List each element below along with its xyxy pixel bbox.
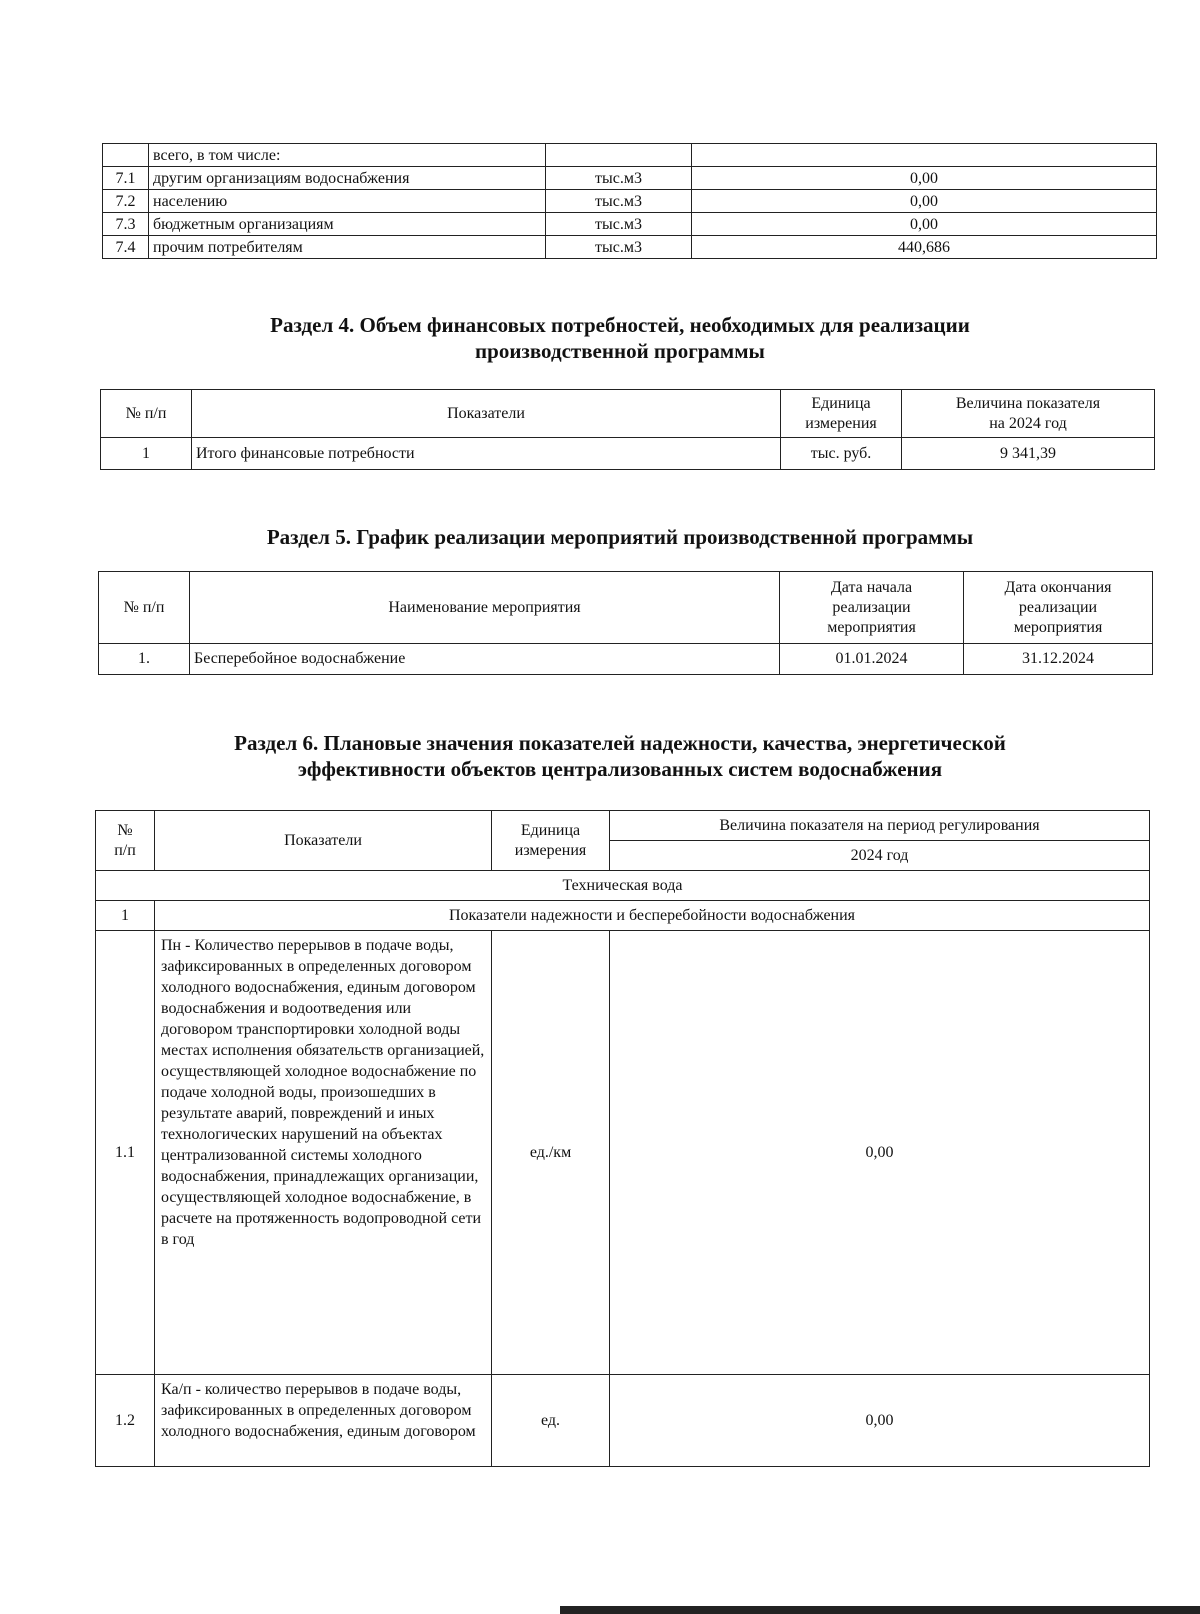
- section6-title-line1: Раздел 6. Плановые значения показателей надежности, качества, энергетической: [234, 731, 1006, 755]
- table-header-row: [96, 811, 1150, 841]
- header-num: № п/п: [99, 572, 190, 644]
- header-num: № п/п: [101, 390, 192, 438]
- row-unit: [546, 144, 692, 167]
- table-row: [103, 190, 1157, 213]
- row-value: 0,00: [692, 190, 1157, 213]
- section4-title: [0, 312, 1200, 364]
- header-unit-line1: Единица: [520, 821, 581, 839]
- header-num-line2: п/п: [114, 841, 136, 859]
- row-value: 0,00: [692, 167, 1157, 190]
- row-name: Итого финансовые потребности: [192, 438, 781, 470]
- section4-title-line2: производственной программы: [475, 339, 765, 363]
- row-number: [103, 144, 149, 167]
- header-indicator: Показатели: [192, 390, 781, 438]
- header-period: Величина показателя на период регулирования: [610, 811, 1150, 841]
- row-unit: тыс. руб.: [781, 438, 902, 470]
- row-number: 7.2: [103, 190, 149, 213]
- section4-title-line1: Раздел 4. Объем финансовых потребностей, необходимых для реализации: [270, 313, 970, 337]
- table-row: [96, 1375, 1150, 1467]
- header-indicator: Показатели: [155, 811, 492, 871]
- header-start-line2: реализации: [832, 598, 911, 616]
- header-year: 2024 год: [610, 841, 1150, 871]
- header-start-line1: Дата начала: [830, 578, 913, 596]
- scan-bottom-edge: [560, 1606, 1200, 1614]
- row-value: 9 341,39: [902, 438, 1155, 470]
- row-name: бюджетным организациям: [149, 213, 546, 236]
- row-number: 1.1: [96, 931, 155, 1375]
- section6-table: [95, 810, 1150, 1467]
- header-num-line1: №: [117, 821, 133, 839]
- subgroup-label: Показатели надежности и бесперебойности водоснабжения: [155, 901, 1150, 931]
- subgroup-row: [96, 901, 1150, 931]
- row-value: 0,00: [610, 931, 1150, 1375]
- row-name: всего, в том числе:: [149, 144, 546, 167]
- table-row: [103, 213, 1157, 236]
- row-description: Пн - Количество перерывов в подаче воды, зафиксированных в определенных договором холодного водоснабжения, единым договором водоснабжения и водоотведения или договором транспортировки холодной воды местах исполнения обязательств организацией, осуществляющей холодное водоснабжение по подаче холодной воды, произошедших в результате аварий, повреждений и иных технологических нарушений на объектах централизованной системы холодного водоснабжения, принадлежащих организации, осуществляющей холодное водоснабжение, в расчете на протяженность водопроводной сети в год: [155, 931, 492, 1375]
- header-value-line2: на 2024 год: [989, 414, 1067, 432]
- section4-table: [100, 389, 1155, 470]
- section6-title-line2: эффективности объектов централизованных систем водоснабжения: [297, 757, 943, 781]
- row-end-date: 31.12.2024: [964, 644, 1153, 675]
- row-unit: ед./км: [492, 931, 610, 1375]
- row-unit: тыс.м3: [546, 236, 692, 259]
- row-description: Ка/п - количество перерывов в подаче воды, зафиксированных в определенных договором холодного водоснабжения, единым договором: [155, 1375, 492, 1467]
- header-unit-line1: Единица: [811, 394, 871, 412]
- row-name: населению: [149, 190, 546, 213]
- row-name: другим организациям водоснабжения: [149, 167, 546, 190]
- header-start-line3: мероприятия: [827, 618, 916, 636]
- table-row: [103, 144, 1157, 167]
- header-unit-line2: измерения: [805, 414, 877, 432]
- row-value: 440,686: [692, 236, 1157, 259]
- row-value: [692, 144, 1157, 167]
- header-end-date: [964, 572, 1153, 644]
- table-row: [101, 438, 1155, 470]
- header-value: [902, 390, 1155, 438]
- row-number: 1: [101, 438, 192, 470]
- table-header-row: [101, 390, 1155, 438]
- header-value-line1: Величина показателя: [955, 394, 1101, 412]
- table-row: [96, 931, 1150, 1375]
- header-end-line2: реализации: [1018, 598, 1098, 616]
- group-row: [96, 871, 1150, 901]
- section6-title: [0, 730, 1200, 782]
- row-name: Бесперебойное водоснабжение: [190, 644, 780, 675]
- row-name: прочим потребителям: [149, 236, 546, 259]
- row-number: 1.2: [96, 1375, 155, 1467]
- row-unit: тыс.м3: [546, 213, 692, 236]
- header-name: Наименование мероприятия: [190, 572, 780, 644]
- group-label: Техническая вода: [96, 871, 1150, 901]
- section3-tail-table: [102, 143, 1157, 259]
- row-value: 0,00: [610, 1375, 1150, 1467]
- table-row: [103, 167, 1157, 190]
- header-unit-line2: измерения: [514, 841, 587, 859]
- header-unit: [781, 390, 902, 438]
- section5-title: Раздел 5. График реализации мероприятий производственной программы: [266, 525, 974, 549]
- row-number: 7.1: [103, 167, 149, 190]
- row-unit: тыс.м3: [546, 190, 692, 213]
- subgroup-number: 1: [96, 901, 155, 931]
- header-end-line3: мероприятия: [1013, 618, 1103, 636]
- row-unit: тыс.м3: [546, 167, 692, 190]
- table-header-row: [99, 572, 1153, 644]
- section5-table: [98, 571, 1153, 675]
- header-start-date: [780, 572, 964, 644]
- header-unit: [492, 811, 610, 871]
- table-row: [99, 644, 1153, 675]
- row-number: 7.3: [103, 213, 149, 236]
- row-start-date: 01.01.2024: [780, 644, 964, 675]
- header-num: [96, 811, 155, 871]
- row-unit: ед.: [492, 1375, 610, 1467]
- header-end-line1: Дата окончания: [1004, 578, 1112, 596]
- table-row: [103, 236, 1157, 259]
- row-number: 7.4: [103, 236, 149, 259]
- row-number: 1.: [99, 644, 190, 675]
- row-value: 0,00: [692, 213, 1157, 236]
